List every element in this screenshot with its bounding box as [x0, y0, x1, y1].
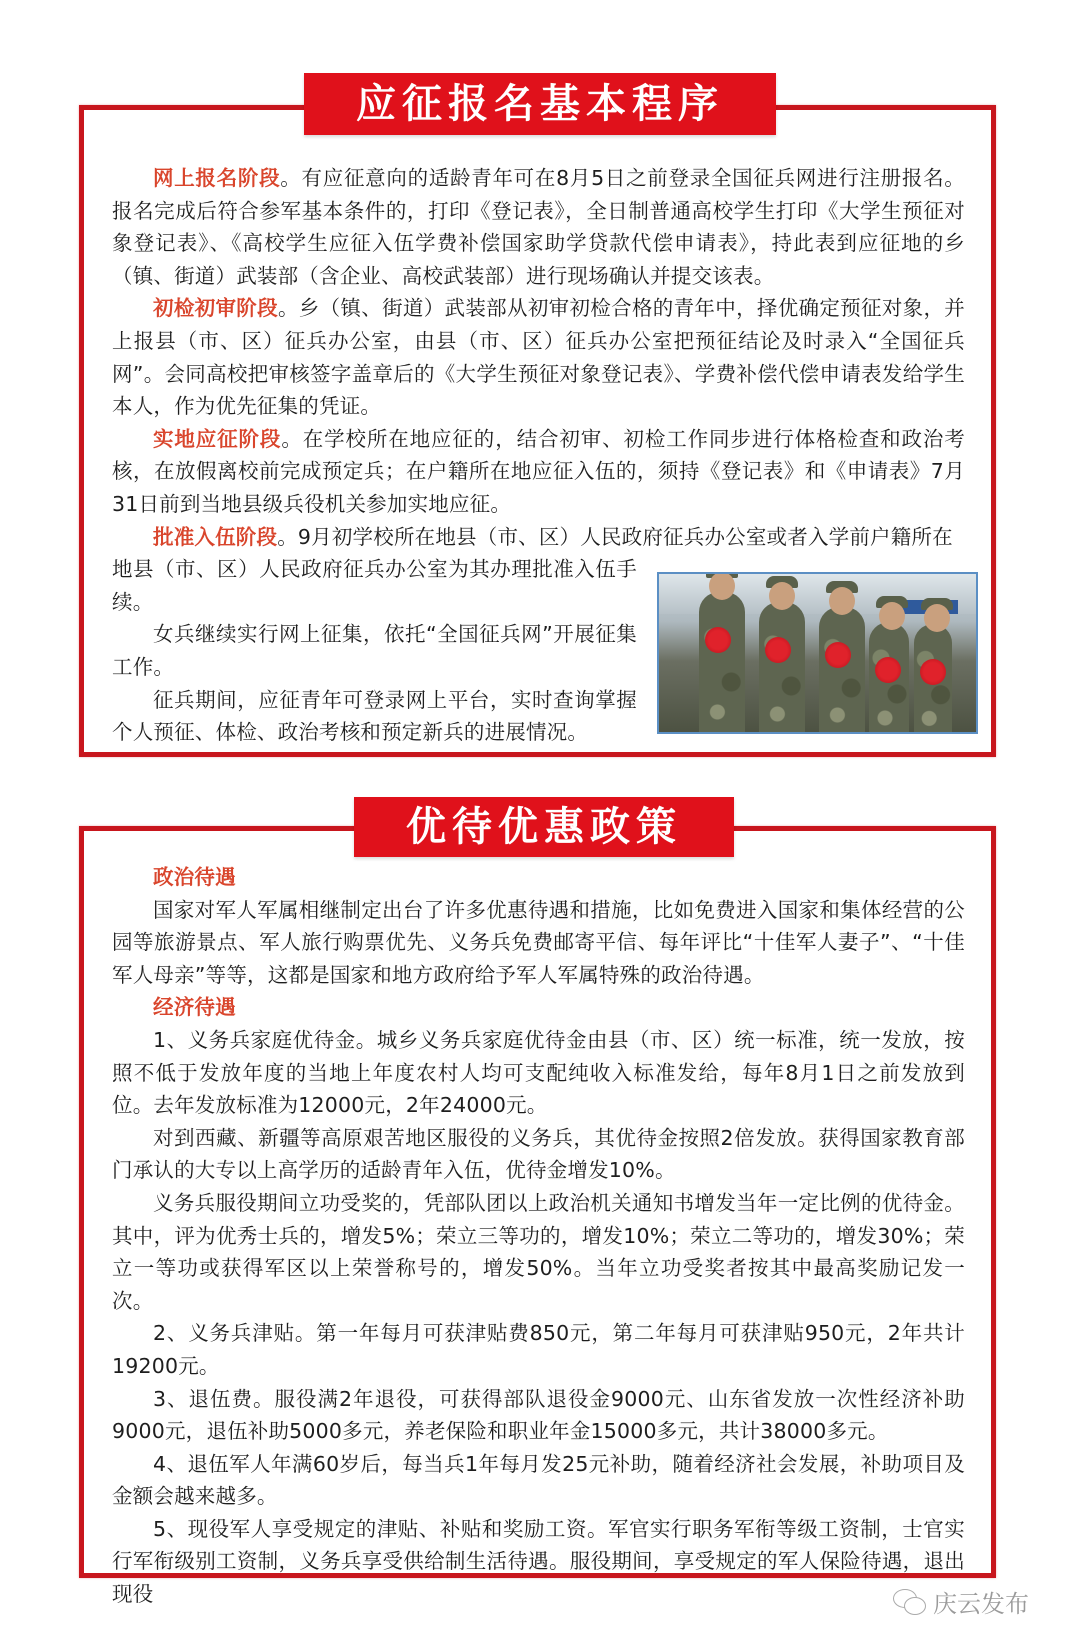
section-2-title: 优待优惠政策 — [354, 797, 734, 857]
stage-text-onsite: 。在学校所在地应征的，结合初审、初检工作同步进行体格检查和政治考核，在放假离校前完成预定兵；在户籍所在地应征入伍的，须持《登记表》和《申请表》7月31日前到当地县级兵役机关参加实地应征。 — [112, 426, 965, 516]
stage-text-initial: 。乡（镇、街道）武装部从初审初检合格的青年中，择优确定预征对象，并上报县（市、区）征兵办公室，由县（市、区）征兵办公室把预征结论及时录入“全国征兵网”。会同高校把审核签字盖章后的《大学生预征对象登记表》、学费补偿代偿申请表发给学生本人，作为优先征集的凭证。 — [112, 296, 965, 419]
heading-political-treatment: 政治待遇 — [153, 865, 236, 889]
heading-economic-treatment: 经济待遇 — [153, 995, 236, 1020]
economic-item-discharge-pay: 3、退伍费。服役满2年退役，可获得部队退役金9000元、山东省发放一次性经济补助9000元，退伍补助5000多元，养老保险和职业年金15000多元，共计38000多元。 — [112, 1386, 965, 1444]
stage-text-approval: 。9月初学校所在地县（市、区）人民政府征兵办公室或者入学前户籍所在 — [277, 524, 953, 549]
section-1-title: 应征报名基本程序 — [304, 73, 776, 135]
stage-text-online: 。有应征意向的适龄青年可在8月5日之前登录全国征兵网进行注册报名。报名完成后符合参军基本条件的，打印《登记表》，全日制普通高校学生打印《大学生预征对象登记表》、《高校学生应征入伍学费补偿国家助学贷款代偿申请表》，持此表到应征地的乡（镇、街道）武装部（含企业、高校武装部）进行现场确认并提交该表。 — [112, 166, 965, 288]
economic-item-active-duty-pay: 5、现役军人享受规定的津贴、补贴和奖励工资。军官实行职务军衔等级工资制，士官实行军衔级别工资制，义务兵享受供给制生活待遇。服役期间，享受规定的军人保险待遇，退出现役 — [112, 1516, 965, 1607]
economic-item-hardship-areas: 对到西藏、新疆等高原艰苦地区服役的义务兵，其优待金按照2倍发放。获得国家教育部门承认的大专以上高学历的适龄青年入伍，优待金增发10%。 — [112, 1125, 965, 1183]
paragraph-online-registration — [112, 162, 965, 292]
paragraph-female-recruit: 女兵继续实行网上征集，依托“全国征兵网”开展征集工作。 — [112, 622, 637, 679]
paragraph-online-query: 征兵期间，应征青年可登录网上平台，实时查询掌握个人预征、体检、政治考核和预定新兵的进展情况。 — [112, 687, 637, 745]
economic-item-family-allowance: 1、义务兵家庭优待金。城乡义务兵家庭优待金由县（市、区）统一标准，统一发放，按照不低于发放年度的当地上年度农村人均可支配纯收入标准发给，每年8月1日之前发放到位。去年发放标准为12000元，2年24000元。 — [112, 1027, 965, 1118]
economic-item-veteran-subsidy: 4、退伍军人年满60岁后，每当兵1年每月发25元补助，随着经济社会发展，补助项目及金额会越来越多。 — [112, 1451, 965, 1509]
section-2-content — [112, 861, 965, 1611]
stage-label-initial: 初检初审阶段 — [153, 296, 278, 321]
stage-label-online: 网上报名阶段 — [153, 166, 281, 190]
paragraph-approval — [112, 521, 965, 554]
recruit-figure — [759, 602, 805, 734]
economic-item-stipend: 2、义务兵津贴。第一年每月可获津贴费850元，第二年每月可获津贴950元，2年共计19200元。 — [112, 1321, 965, 1378]
recruit-figure — [699, 592, 745, 734]
recruit-figure — [819, 607, 865, 734]
recruit-figure — [869, 622, 909, 734]
recruit-figure — [914, 624, 952, 734]
source-watermark — [893, 1584, 1029, 1619]
paragraph-onsite-application — [112, 423, 965, 521]
stage-label-onsite: 实地应征阶段 — [153, 426, 282, 451]
economic-item-merit-bonus: 义务兵服役期间立功受奖的，凭部队团以上政治机关通知书增发当年一定比例的优待金。其中，评为优秀士兵的，增发5%；荣立三等功的，增发10%；荣立二等功的，增发30%；荣立一等功或获得军区以上荣誉称号的，增发50%。当年立功受奖者按其中最高奖励记发一次。 — [112, 1190, 965, 1313]
recruits-photo — [657, 572, 978, 734]
watermark-text: 庆云发布 — [933, 1590, 1029, 1618]
wechat-icon — [893, 1589, 927, 1615]
stage-label-approval: 批准入伍阶段 — [153, 524, 278, 549]
paragraph-initial-review — [112, 292, 965, 422]
paragraph-approval-continued: 地县（市、区）人民政府征兵办公室为其办理批准入伍手续。 — [112, 557, 637, 614]
section-enlistment-procedure — [79, 105, 996, 757]
paragraph-political-treatment: 国家对军人军属相继制定出台了许多优惠待遇和措施，比如免费进入国家和集体经营的公园等旅游景点、军人旅行购票优先、义务兵免费邮寄平信、每年评比“十佳军人妻子”、“十佳军人母亲”等等，这都是国家和地方政府给予军人军属特殊的政治待遇。 — [112, 897, 965, 987]
section-preferential-policies — [79, 826, 996, 1607]
